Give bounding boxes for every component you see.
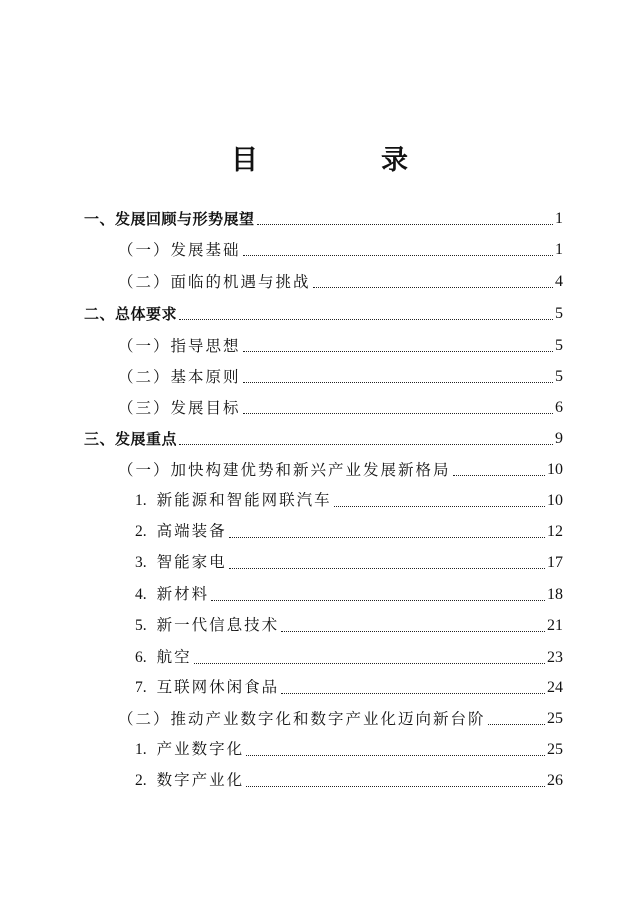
toc-page-number: 10 [547,492,563,509]
toc-entry-number: 2. [135,772,147,789]
dot-leader [257,224,553,225]
toc-page-number: 18 [547,586,563,603]
toc-entry-number: 6. [135,649,147,666]
toc-entry-label: 一、发展回顾与形势展望 [84,210,255,228]
toc-entry-text: 互联网休闲食品 [156,678,280,696]
toc-page-number: 4 [555,273,563,290]
dot-leader [246,755,545,756]
toc-page-number: 21 [547,617,563,634]
dot-leader [281,631,545,632]
toc-entry-label: （一）指导思想 [118,337,241,355]
toc-page-number: 5 [555,368,563,385]
toc-entry-label [135,769,246,792]
toc-entry-label [135,738,246,761]
dot-leader [243,351,553,352]
toc-entry-label: （二）面临的机遇与挑战 [118,273,311,291]
toc-entry-text: 新材料 [156,585,210,603]
toc-entry-number: 5. [135,617,147,634]
toc-entry-label [135,646,194,669]
toc-entry-label: （一）加快构建优势和新兴产业发展新格局 [118,461,451,479]
toc-entry-number: 4. [135,586,147,603]
toc-entry-2-1[interactable] [118,335,563,357]
toc-page-number: 12 [547,523,563,540]
toc-entry-3-2[interactable] [118,708,563,730]
toc-entry-text: 新能源和智能网联汽车 [156,491,332,509]
toc-page-number: 25 [547,710,563,727]
toc-entry-label: （二）基本原则 [118,368,241,386]
toc-entry-text: 产业数字化 [156,740,245,758]
dot-leader [453,475,545,476]
toc-entry-3-1[interactable] [118,459,563,481]
toc-entry-number: 1. [135,492,147,509]
dot-leader [229,568,545,569]
dot-leader [229,537,545,538]
dot-leader [243,255,553,256]
toc-entry-1-1[interactable] [118,239,563,261]
toc-entry-label [135,614,281,637]
toc-entry-number: 3. [135,554,147,571]
dot-leader [243,382,553,383]
toc-entry-label [135,520,229,543]
toc-page-number: 25 [547,741,563,758]
toc-entry-2[interactable] [84,303,563,325]
toc-entry-3[interactable] [84,428,563,450]
toc-entry-number: 2. [135,523,147,540]
toc-entry-label [135,583,211,606]
dot-leader [211,600,545,601]
toc-entry-label: （一）发展基础 [118,241,241,259]
dot-leader [194,663,545,664]
toc-page-number: 5 [555,337,563,354]
dot-leader [243,413,553,414]
toc-entry-label: 三、发展重点 [84,430,178,448]
toc-entry-label: （二）推动产业数字化和数字产业化迈向新台阶 [118,710,486,728]
toc-page-number: 1 [555,210,563,227]
toc-entry-label: 二、总体要求 [84,305,178,323]
dot-leader [334,506,545,507]
toc-entry-2-2[interactable] [118,366,563,388]
toc-entry-number: 1. [135,741,147,758]
toc-page-number: 6 [555,399,563,416]
toc-page-number: 10 [547,461,563,478]
toc-entry-text: 智能家电 [156,553,227,571]
toc-entry-3-1-2[interactable] [135,521,563,543]
dot-leader [246,786,545,787]
toc-page-number: 23 [547,649,563,666]
toc-page-number: 9 [555,430,563,447]
toc-entry-text: 数字产业化 [156,771,245,789]
page-title: 目 录 [231,145,456,176]
dot-leader [179,444,553,445]
toc-entry-3-1-5[interactable] [135,615,563,637]
toc-entry-3-1-3[interactable] [135,552,563,574]
toc-entry-3-1-1[interactable] [135,490,563,512]
toc-entry-text: 航空 [156,648,192,666]
dot-leader [488,724,545,725]
toc-entry-3-1-7[interactable] [135,677,563,699]
toc-entry-text: 高端装备 [156,522,227,540]
toc-page-number: 24 [547,679,563,696]
toc-entry-label [135,489,334,512]
toc-entry-label: （三）发展目标 [118,399,241,417]
toc-entry-3-1-4[interactable] [135,584,563,606]
toc-entry-3-2-1[interactable] [135,739,563,761]
toc-entry-1-2[interactable] [118,271,563,293]
toc-entry-number: 7. [135,679,147,696]
toc-entry-label [135,551,229,574]
toc-page-number: 5 [555,305,563,322]
toc-page-number: 17 [547,554,563,571]
dot-leader [281,693,545,694]
toc-page-number: 1 [555,241,563,258]
toc-entry-label [135,676,281,699]
toc-entry-3-1-6[interactable] [135,647,563,669]
toc-entry-2-3[interactable] [118,397,563,419]
toc-entry-text: 新一代信息技术 [156,616,280,634]
dot-leader [313,287,553,288]
toc-entry-1[interactable] [84,208,563,230]
toc-entry-3-2-2[interactable] [135,770,563,792]
toc-page-number: 26 [547,772,563,789]
dot-leader [179,319,553,320]
